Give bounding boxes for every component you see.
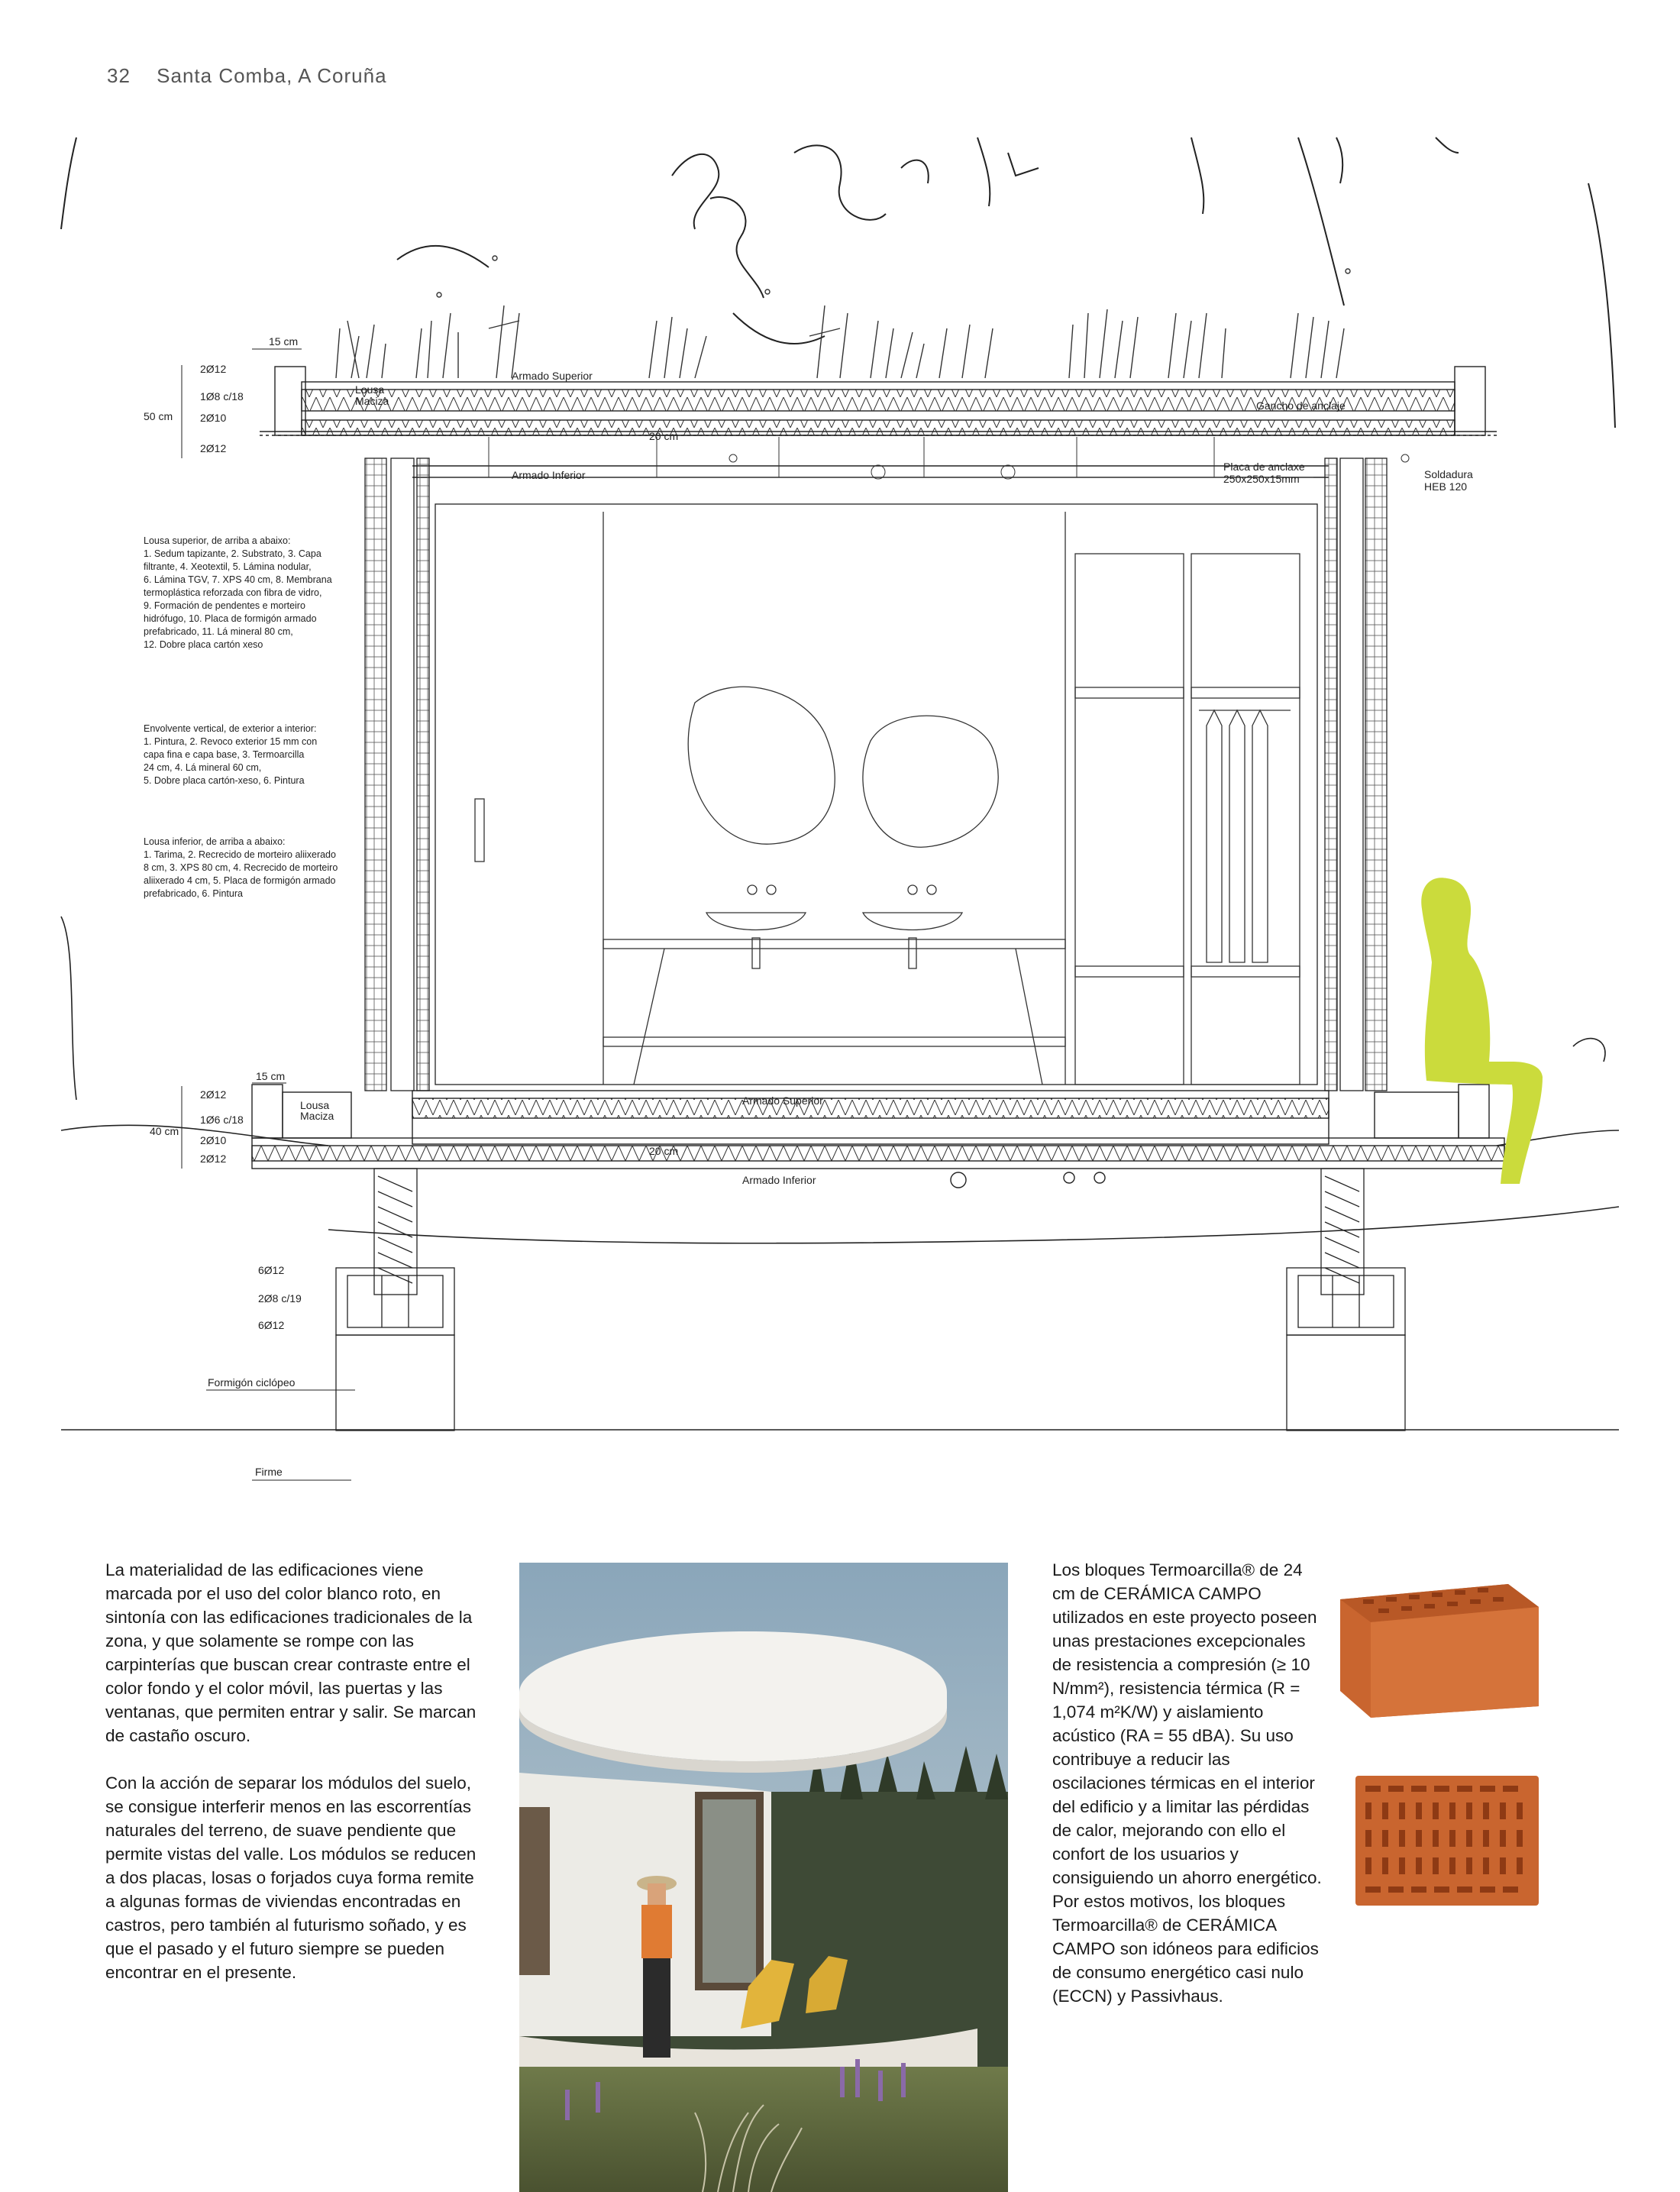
firme: Firme <box>255 1466 283 1478</box>
article-column-right <box>1052 1558 1323 2032</box>
rebar-top-0: 2Ø12 <box>200 363 227 375</box>
roof-sedum-plants <box>336 256 1350 378</box>
page-header <box>107 64 387 88</box>
interior-bathroom <box>475 512 1300 1085</box>
page-location: Santa Comba, A Coruña <box>157 64 387 87</box>
dim-20cm-top: 20 cm <box>649 430 679 442</box>
rebar-footing-1: 2Ø8 c/19 <box>258 1292 302 1305</box>
rebar-bottom-0: 2Ø12 <box>200 1088 227 1101</box>
rebar-footing-0: 6Ø12 <box>258 1264 285 1276</box>
note-envolvente: Envolvente vertical, de exterior a interior: 1. Pintura, 2. Revoco exterior 15 mm con capa fina e capa base, 3. Termoarcilla 24 cm, 4. Lá mineral 60 cm, 5. Dobre placa cartón-xeso, 6. Pintura <box>144 723 318 786</box>
rebar-bottom-2: 2Ø10 <box>200 1134 227 1146</box>
article-column-left <box>105 1558 480 2008</box>
paragraph: Con la acción de separar los módulos del suelo, se consigue interferir menos en las escorrentías naturales del terreno, de suave pendiente que permite vistas del valle. Los módulos se reducen a dos placas, losas o forjados cuya forma remite a algunas formas de viviendas encontradas en castros, pero también al futurismo soñado, y es que el pasado y el futuro siempre se pueden encontrar en el presente. <box>105 1773 477 1982</box>
formigon-ciclopeo: Formigón ciclópeo <box>208 1376 296 1389</box>
gancho-anclaje: Gancho de anclaje <box>1256 399 1346 412</box>
paragraph: La materialidad de las edificaciones viene marcada por el uso del color blanco roto, en sintonía con las edificaciones tradicionales de la zona, y que solamente se rompe con las carpinterías que buscan crear contraste entre el color fondo y el color móvil, las puertas y las ventanas, que permiten entrar y salir. Se marcan de castaño oscuro. <box>105 1560 477 1745</box>
upper-slab <box>260 367 1497 477</box>
rebar-top-3: 2Ø12 <box>200 442 227 454</box>
dim-15cm-top: 15 cm <box>269 335 299 348</box>
dim-20cm-bottom: 20 cm <box>649 1145 679 1157</box>
house-photo <box>519 1563 1008 2192</box>
rebar-footing-2: 6Ø12 <box>258 1319 285 1331</box>
sketch-trees <box>61 137 1615 428</box>
lousa-bottom-1: Lousa <box>300 1099 330 1111</box>
soldadura-1: Soldadura <box>1424 468 1473 480</box>
lousa-bottom-2: Maciza <box>300 1110 334 1122</box>
rebar-bottom-1: 1Ø6 c/18 <box>200 1114 244 1126</box>
piers-footings <box>336 1169 1405 1431</box>
placa-1: Placa de anclaxe <box>1223 461 1305 473</box>
page-number: 32 <box>107 64 131 87</box>
dim-40cm: 40 cm <box>150 1125 179 1137</box>
armado-superior-top: Armado Superior <box>512 370 593 382</box>
soldadura-2: HEB 120 <box>1424 480 1468 493</box>
note-lousa-superior: Lousa superior, de arriba a abaixo: 1. Sedum tapizante, 2. Substrato, 3. Capa filtrante, 4. Xeotextil, 5. Lámina nodular, 6. Lámina TGV, 7. XPS 40 cm, 8. Membrana termoplástica reforzada con fibra de vidro, 9. Formación de pendentes e morteiro hidrófugo, 10. Placa de formigón armado prefabricado, 11. Lá mineral 80 cm, 12. Dobre placa cartón xeso <box>144 535 332 650</box>
placa-2: 250x250x15mm <box>1223 473 1300 485</box>
paragraph: Los bloques Termoarcilla® de 24 cm de CERÁMICA CAMPO utilizados en este proyecto poseen unas prestaciones excepcionales de resistencia a compresión (≥ 10 N/mm²), resistencia térmica (R = 1,074 m²K/W) y aislamiento acústico (RA = 55 dBA). Su uso contribuye a reducir las oscilaciones térmicas en el interior del edificio y a limitar las pérdidas de calor, mejorando con ello el confort de los usuarios y consiguiendo un ahorro energético. Por estos motivos, los bloques Termoarcilla® de CERÁMICA CAMPO son idóneos para edificios de consumo energético casi nulo (ECCN) y Passivhaus. <box>1052 1560 1322 2006</box>
rebar-top-1: 1Ø8 c/18 <box>200 390 244 403</box>
note-lousa-inferior: Lousa inferior, de arriba a abaixo: 1. Tarima, 2. Recrecido de morteiro aliixerado 8 cm, 3. XPS 80 cm, 4. Recrecido de morteiro aliixerado 4 cm, 5. Placa de formigón armado prefabricado, 6. Pintura <box>144 836 338 899</box>
termoarcilla-brick-front-image <box>1352 1772 1543 1909</box>
rebar-bottom-3: 2Ø12 <box>200 1153 227 1165</box>
dim-15cm-bottom: 15 cm <box>256 1070 286 1082</box>
armado-inferior-bottom: Armado Inferior <box>742 1174 816 1186</box>
armado-superior-bottom: Armado Superior <box>742 1094 823 1107</box>
lousa-top-1: Lousa <box>355 383 385 396</box>
termoarcilla-brick-image <box>1333 1576 1546 1722</box>
walls <box>365 458 1387 1091</box>
construction-section-drawing <box>0 122 1680 1497</box>
rebar-top-2: 2Ø10 <box>200 412 227 424</box>
lousa-top-2: Maciza <box>355 395 389 407</box>
dim-50cm: 50 cm <box>144 410 173 422</box>
armado-inferior-top: Armado Inferior <box>512 469 586 481</box>
lower-slab <box>252 1085 1504 1188</box>
